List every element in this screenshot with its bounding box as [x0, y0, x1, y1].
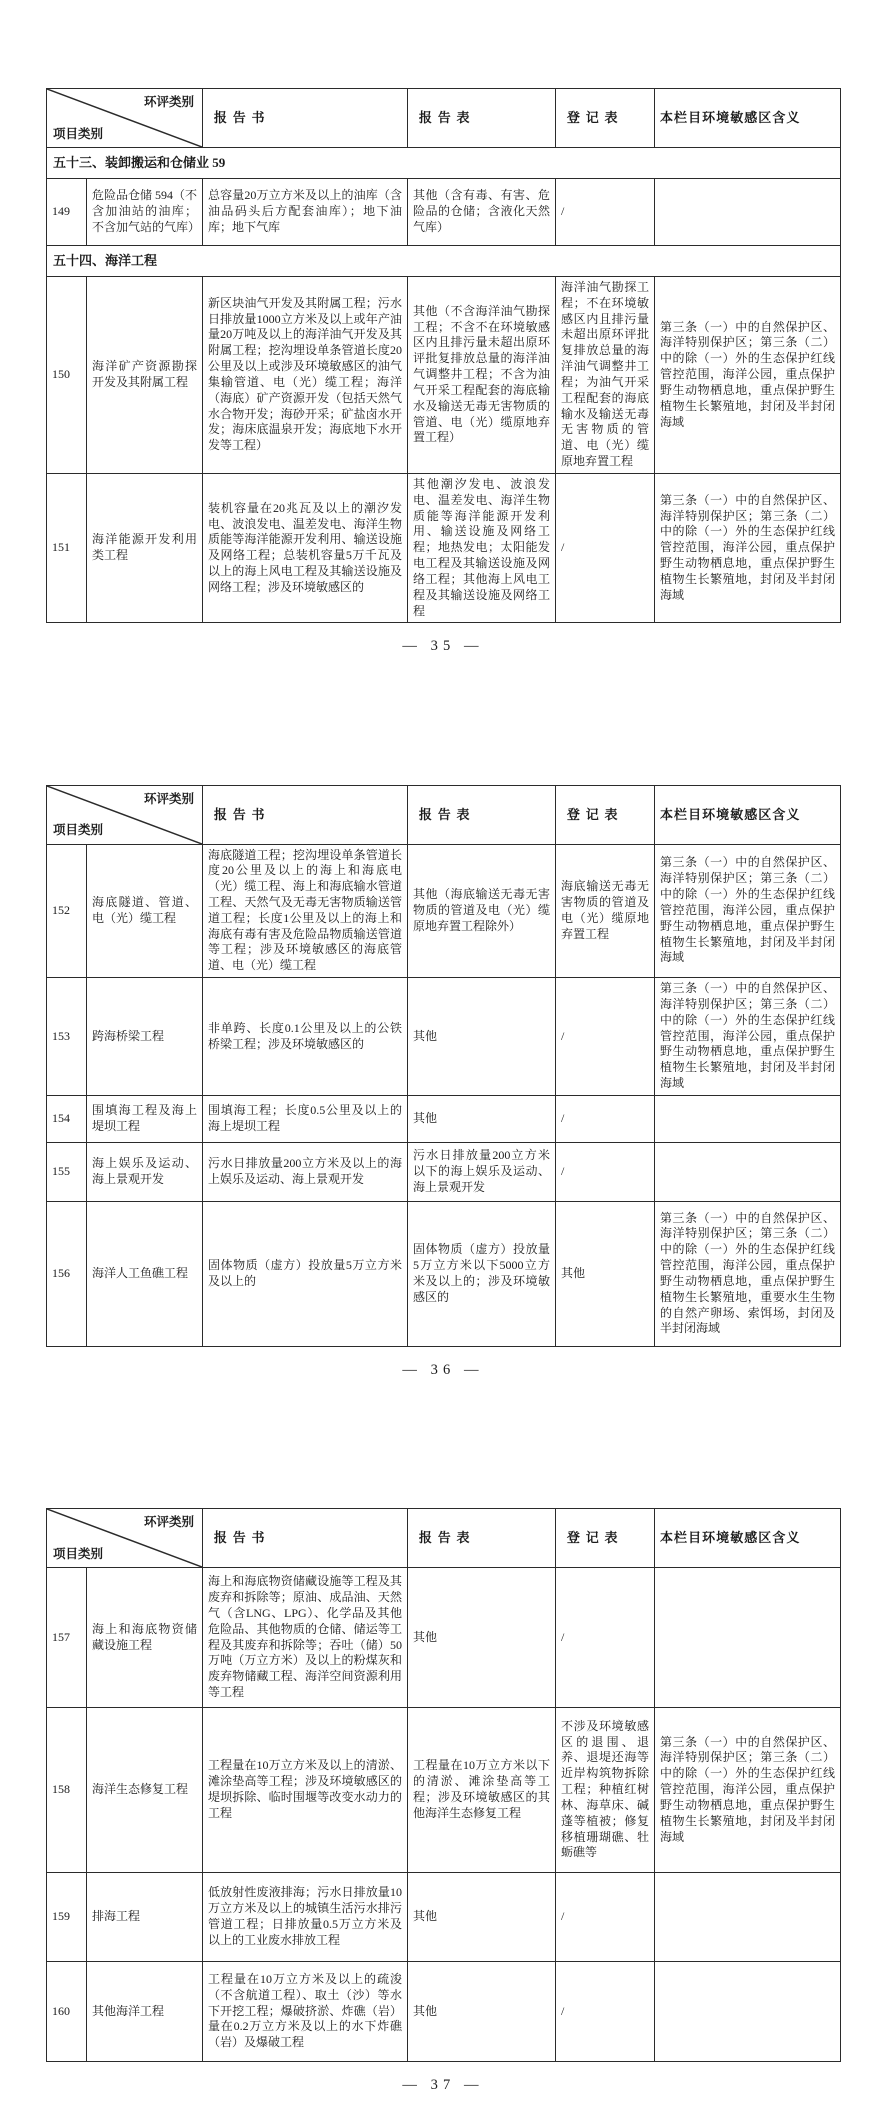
register-form-cell: / — [556, 1962, 655, 2062]
item-no-cell: 156 — [47, 1201, 87, 1346]
document-page-35 — [0, 0, 890, 657]
header-register-form: 登记表 — [556, 89, 655, 148]
report-book-cell: 工程量在10万立方米及以上的疏浚（不含航道工程）、取土（沙）等水下开挖工程；爆破挤淤、炸礁（岩）量在0.2万立方米及以上的水下炸礁（岩）及爆破工程 — [203, 1962, 408, 2062]
sensitive-meaning-cell — [655, 1142, 841, 1201]
table-row-159 — [47, 1873, 841, 1962]
header-report-book: 报告书 — [203, 89, 408, 148]
category-cell: 海洋生态修复工程 — [87, 1708, 203, 1873]
page-number-36: — 36 — — [402, 1361, 484, 1378]
table-row-150 — [47, 277, 841, 474]
report-form-cell: 其他 — [408, 1568, 556, 1708]
report-book-cell: 新区块油气开发及其附属工程；污水日排放量1000立方米及以上或年产油量20万吨及以上的海洋油气开发及其附属工程；挖沟埋设单条管道长度20公里及以上或涉及环境敏感区的油气集输管道、电（光）缆工程；海洋（海底）矿产资源开发（包括天然气水合物开发；海砂开采；矿盐卤水开发；海床底温泉开发；海底地下水开发等工程） — [203, 277, 408, 474]
item-no-cell: 158 — [47, 1708, 87, 1873]
header-eia-category: 环评类别 — [143, 1515, 194, 1530]
table-row-151 — [47, 473, 841, 622]
table-row-157 — [47, 1568, 841, 1708]
sensitive-meaning-cell — [655, 1568, 841, 1708]
category-cell: 围填海工程及海上堤坝工程 — [87, 1095, 203, 1142]
table-header-row — [47, 89, 841, 148]
header-report-book: 报告书 — [203, 785, 408, 844]
report-book-cell: 工程量在10万立方米及以上的清淤、滩涂垫高等工程；涉及环境敏感区的堤坝拆除、临时围堰等改变水动力的工程 — [203, 1708, 408, 1873]
category-cell: 海洋矿产资源勘探开发及其附属工程 — [87, 277, 203, 474]
report-book-cell: 海上和海底物资储藏设施等工程及其废弃和拆除等；原油、成品油、天然气（含LNG、LPG）、化学品及其他危险品、其他物质的仓储、储运等工程及其废弃和拆除等；吞吐（储）50万吨（万立方米）及以上的粉煤灰和废弃物储藏工程、海洋空间资源利用等工程 — [203, 1568, 408, 1708]
header-eia-category: 环评类别 — [143, 791, 194, 806]
page-number-35: — 35 — — [402, 638, 484, 655]
register-form-cell: / — [556, 1095, 655, 1142]
table-row-158 — [47, 1708, 841, 1873]
sensitive-meaning-cell — [655, 1873, 841, 1962]
header-sensitive-meaning: 本栏目环境敏感区含义 — [655, 89, 841, 148]
register-form-cell: / — [556, 1568, 655, 1708]
register-form-cell: / — [556, 978, 655, 1096]
header-project-category: 项目类别 — [53, 126, 104, 141]
register-form-cell: / — [556, 1142, 655, 1201]
table-header-row — [47, 785, 841, 844]
table-row-156 — [47, 1201, 841, 1346]
sensitive-meaning-cell — [655, 179, 841, 246]
diagonal-header-cell — [47, 785, 203, 844]
register-form-cell: / — [556, 179, 655, 246]
header-report-book: 报告书 — [203, 1509, 408, 1568]
classification-table-p36 — [46, 785, 841, 1347]
sensitive-meaning-cell: 第三条（一）中的自然保护区、海洋特别保护区；第三条（二）中的除（一）外的生态保护红线管控范围，海洋公园，重点保护野生动物栖息地，重点保护野生植物生长繁殖地，重要水生生物的自然产卵场、索饵场，封闭及半封闭海域 — [655, 1201, 841, 1346]
item-no-cell: 152 — [47, 844, 87, 978]
report-form-cell: 污水日排放量200立方米以下的海上娱乐及运动、海上景观开发 — [408, 1142, 556, 1201]
register-form-cell: 海洋油气勘探工程；不在环境敏感区内且排污量未超出原环评批复排放总量的海洋油气调整井工程；为油气开采工程配套的海底输水及输送无毒无害物质的管道、电（光）缆原地弃置工程 — [556, 277, 655, 474]
category-cell: 海上和海底物资储藏设施工程 — [87, 1568, 203, 1708]
document-page-37 — [0, 1508, 890, 2095]
category-cell: 其他海洋工程 — [87, 1962, 203, 2062]
item-no-cell: 160 — [47, 1962, 87, 2062]
category-cell: 跨海桥梁工程 — [87, 978, 203, 1096]
report-form-cell: 其他 — [408, 1873, 556, 1962]
header-report-form: 报告表 — [408, 1509, 556, 1568]
register-form-cell: 不涉及环境敏感区的退围、退养、退堤还海等近岸构筑物拆除工程；种植红树林、海草床、碱蓬等植被；修复移植珊瑚礁、牡蛎礁等 — [556, 1708, 655, 1873]
report-book-cell: 低放射性废液排海；污水日排放量10万立方米及以上的城镇生活污水排污管道工程；日排放量0.5万立方米及以上的工业废水排放工程 — [203, 1873, 408, 1962]
table-row-153 — [47, 978, 841, 1096]
classification-table-p37 — [46, 1508, 841, 2062]
report-form-cell: 其他潮汐发电、波浪发电、温差发电、海洋生物质能等海洋能源开发利用、输送设施及网络工程；地热发电；太阳能发电工程及其输送设施及网络工程；其他海上风电工程及其输送设施及网络工程 — [408, 473, 556, 622]
table-row-152 — [47, 844, 841, 978]
table-row-149 — [47, 179, 841, 246]
category-cell: 海洋人工鱼礁工程 — [87, 1201, 203, 1346]
item-no-cell: 153 — [47, 978, 87, 1096]
header-register-form: 登记表 — [556, 785, 655, 844]
header-report-form: 报告表 — [408, 785, 556, 844]
category-cell: 海底隧道、管道、电（光）缆工程 — [87, 844, 203, 978]
item-no-cell: 159 — [47, 1873, 87, 1962]
header-sensitive-meaning: 本栏目环境敏感区含义 — [655, 785, 841, 844]
category-cell: 排海工程 — [87, 1873, 203, 1962]
register-form-cell: / — [556, 1873, 655, 1962]
table-row-160 — [47, 1962, 841, 2062]
table-header-row — [47, 1509, 841, 1568]
report-book-cell: 总容量20万立方米及以上的油库（含油品码头后方配套油库）；地下油库；地下气库 — [203, 179, 408, 246]
header-sensitive-meaning: 本栏目环境敏感区含义 — [655, 1509, 841, 1568]
diagonal-header-cell — [47, 1509, 203, 1568]
diagonal-header-cell — [47, 89, 203, 148]
register-form-cell: 海底输送无毒无害物质的管道及电（光）缆原地弃置工程 — [556, 844, 655, 978]
item-no-cell: 157 — [47, 1568, 87, 1708]
sensitive-meaning-cell: 第三条（一）中的自然保护区、海洋特别保护区；第三条（二）中的除（一）外的生态保护红线管控范围，海洋公园，重点保护野生动物栖息地，重点保护野生植物生长繁殖地，封闭及半封闭海域 — [655, 1708, 841, 1873]
register-form-cell: 其他 — [556, 1201, 655, 1346]
report-book-cell: 装机容量在20兆瓦及以上的潮汐发电、波浪发电、温差发电、海洋生物质能等海洋能源开发利用、输送设施及网络工程；总装机容量5万千瓦及以上的海上风电工程及其输送设施及网络工程；涉及环境敏感区的 — [203, 473, 408, 622]
report-form-cell: 其他（海底输送无毒无害物质的管道及电（光）缆原地弃置工程除外） — [408, 844, 556, 978]
header-register-form: 登记表 — [556, 1509, 655, 1568]
document-page-36 — [0, 785, 890, 1381]
table-row-155 — [47, 1142, 841, 1201]
category-cell: 海上娱乐及运动、海上景观开发 — [87, 1142, 203, 1201]
classification-table-p35 — [46, 88, 841, 623]
report-book-cell: 围填海工程；长度0.5公里及以上的海上堤坝工程 — [203, 1095, 408, 1142]
report-form-cell: 其他 — [408, 978, 556, 1096]
item-no-cell: 155 — [47, 1142, 87, 1201]
table-row-154 — [47, 1095, 841, 1142]
report-form-cell: 固体物质（虚方）投放量5万立方米以下5000立方米及以上的；涉及环境敏感区的 — [408, 1201, 556, 1346]
sensitive-meaning-cell: 第三条（一）中的自然保护区、海洋特别保护区；第三条（二）中的除（一）外的生态保护红线管控范围，海洋公园，重点保护野生动物栖息地，重点保护野生植物生长繁殖地，封闭及半封闭海域 — [655, 844, 841, 978]
report-form-cell: 其他（含有毒、有害、危险品的仓储；含液化天然气库） — [408, 179, 556, 246]
report-form-cell: 其他（不含海洋油气勘探工程；不含不在环境敏感区内且排污量未超出原环评批复排放总量的海洋油气调整井工程；不含为油气开采工程配套的海底输水及输送无毒无害物质的管道、电（光）缆原地弃置工程） — [408, 277, 556, 474]
item-no-cell: 149 — [47, 179, 87, 246]
item-no-cell: 150 — [47, 277, 87, 474]
report-form-cell: 其他 — [408, 1095, 556, 1142]
header-report-form: 报告表 — [408, 89, 556, 148]
report-book-cell: 污水日排放量200立方米及以上的海上娱乐及运动、海上景观开发 — [203, 1142, 408, 1201]
sensitive-meaning-cell: 第三条（一）中的自然保护区、海洋特别保护区；第三条（二）中的除（一）外的生态保护红线管控范围，海洋公园，重点保护野生动物栖息地，重点保护野生植物生长繁殖地，封闭及半封闭海域 — [655, 473, 841, 622]
section-row-54 — [47, 246, 841, 277]
report-book-cell: 海底隧道工程；挖沟埋设单条管道长度20公里及以上的海上和海底电（光）缆工程、海上和海底输水管道工程、天然气及无毒无害物质输送管道工程；长度1公里及以上的海上和海底有毒有害及危险品物质输送管道等工程；涉及环境敏感区的海底管道、电（光）缆工程 — [203, 844, 408, 978]
sensitive-meaning-cell: 第三条（一）中的自然保护区、海洋特别保护区；第三条（二）中的除（一）外的生态保护红线管控范围，海洋公园，重点保护野生动物栖息地，重点保护野生植物生长繁殖地，封闭及半封闭海域 — [655, 978, 841, 1096]
section-title: 五十三、装卸搬运和仓储业 59 — [47, 148, 841, 179]
sensitive-meaning-cell — [655, 1962, 841, 2062]
report-form-cell: 工程量在10万立方米以下的清淤、滩涂垫高等工程；涉及环境敏感区的其他海洋生态修复工程 — [408, 1708, 556, 1873]
sensitive-meaning-cell: 第三条（一）中的自然保护区、海洋特别保护区；第三条（二）中的除（一）外的生态保护红线管控范围，海洋公园，重点保护野生动物栖息地，重点保护野生植物生长繁殖地，封闭及半封闭海域 — [655, 277, 841, 474]
report-form-cell: 其他 — [408, 1962, 556, 2062]
header-project-category: 项目类别 — [53, 823, 104, 838]
section-title: 五十四、海洋工程 — [47, 246, 841, 277]
item-no-cell: 154 — [47, 1095, 87, 1142]
category-cell: 海洋能源开发利用类工程 — [87, 473, 203, 622]
item-no-cell: 151 — [47, 473, 87, 622]
section-row-53 — [47, 148, 841, 179]
sensitive-meaning-cell — [655, 1095, 841, 1142]
page-number-37: — 37 — — [402, 2077, 484, 2094]
report-book-cell: 固体物质（虚方）投放量5万立方米及以上的 — [203, 1201, 408, 1346]
report-book-cell: 非单跨、长度0.1公里及以上的公铁桥梁工程；涉及环境敏感区的 — [203, 978, 408, 1096]
register-form-cell: / — [556, 473, 655, 622]
category-cell: 危险品仓储 594（不含加油站的油库；不含加气站的气库） — [87, 179, 203, 246]
header-eia-category: 环评类别 — [143, 95, 194, 109]
header-project-category: 项目类别 — [53, 1546, 104, 1561]
